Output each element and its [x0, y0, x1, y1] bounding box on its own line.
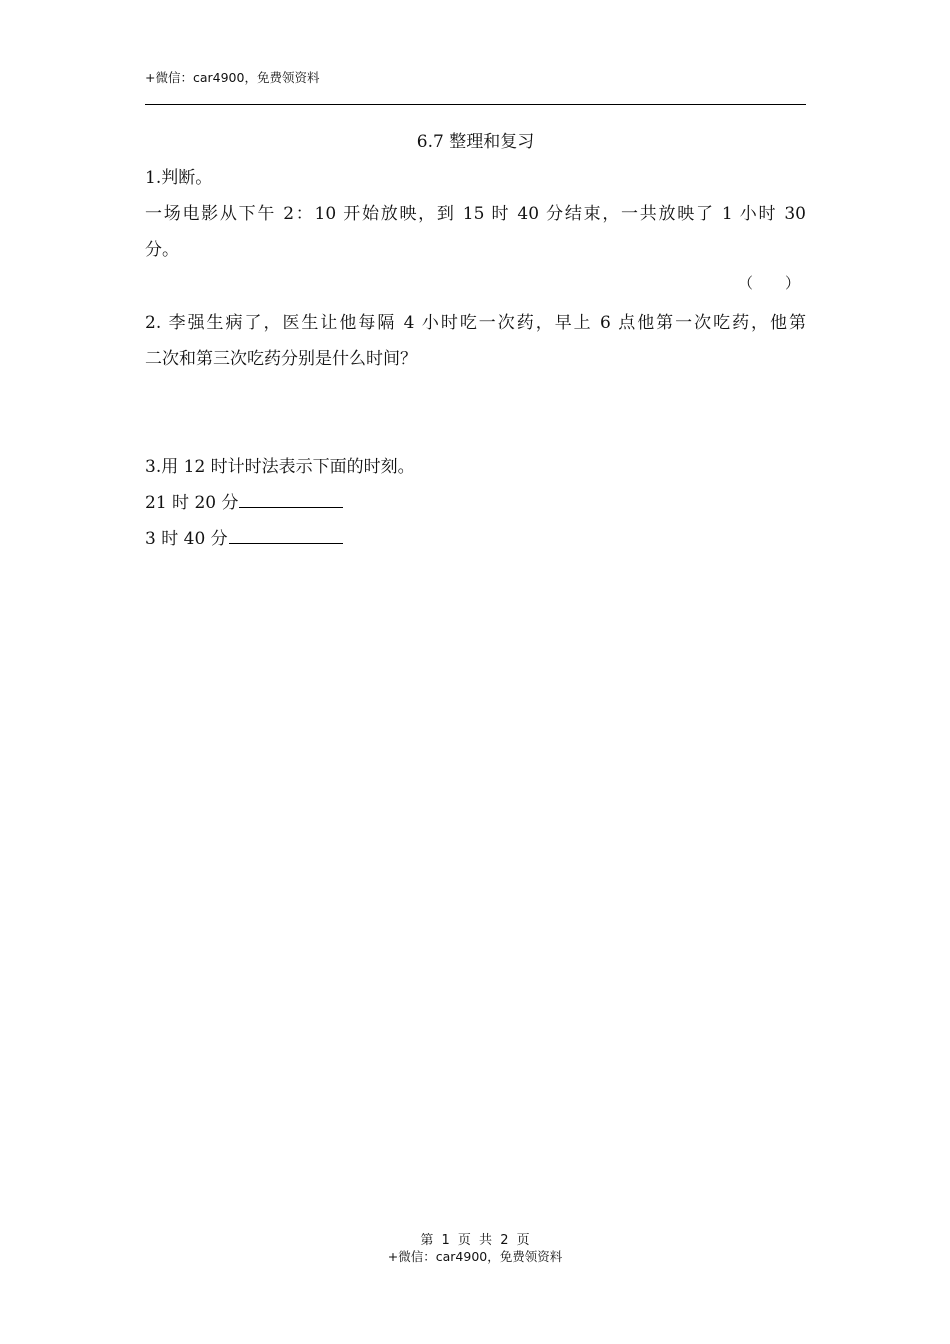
q3-item-1-answer-blank[interactable] [239, 492, 343, 508]
q3-item-2 [145, 524, 343, 549]
q1-statement-line2: 分。 [145, 240, 179, 260]
footer-ad-text: +微信：car4900，免费领资料 [387, 1249, 563, 1264]
q3-item-1-label: 21 时 20 分 [145, 493, 239, 513]
q3-item-1 [145, 488, 343, 513]
paren-close: ） [784, 274, 800, 292]
q3-heading: 3.用 12 时计时法表示下面的时刻。 [145, 457, 415, 477]
q1-heading: 1.判断。 [145, 168, 213, 188]
page-title: 6.7 整理和复习 [416, 132, 535, 152]
paren-open: （ [738, 274, 754, 292]
header-ad-text: +微信：car4900，免费领资料 [145, 70, 320, 85]
q1-answer-parentheses[interactable] [738, 272, 800, 293]
q2-line2: 二次和第三次吃药分别是什么时间？ [145, 349, 417, 369]
footer-page-number: 第 1 页 共 2 页 [420, 1233, 530, 1248]
q1-statement-line1: 一场电影从下午 2：10 开始放映，到 15 时 40 分结束，一共放映了 1 小时 30 [145, 204, 806, 224]
q2-line1: 2. 李强生病了，医生让他每隔 4 小时吃一次药，早上 6 点他第一次吃药，他第 [145, 313, 806, 333]
header-divider [145, 104, 806, 105]
q3-item-2-answer-blank[interactable] [229, 528, 343, 544]
q3-item-2-label: 3 时 40 分 [145, 529, 228, 549]
